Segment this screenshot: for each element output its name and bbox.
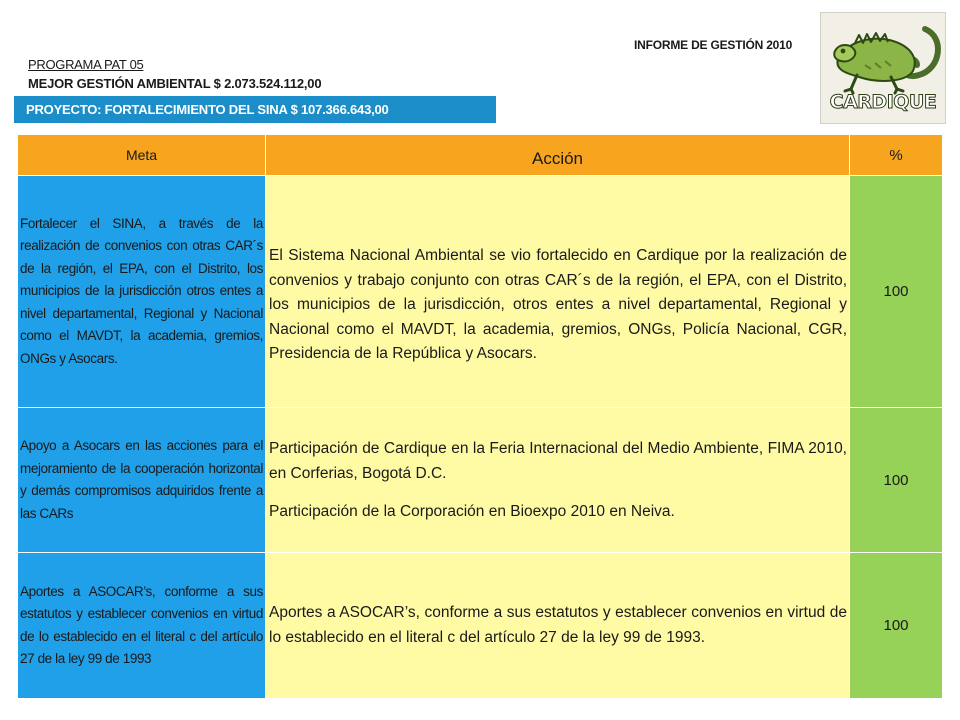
table-row <box>18 408 943 553</box>
table-row <box>18 553 943 699</box>
meta-cell: Apoyo a Asocars en las acciones para el mejoramiento de la cooperación horizontal y demás compromisos adquiridos frente a las CARs <box>18 408 266 553</box>
header-accion: Acción <box>266 135 850 176</box>
logo-text: CARDIQUE <box>829 91 937 113</box>
meta-cell: Aportes a ASOCAR’s, conforme a sus estatutos y establecer convenios en virtud de lo establecido en el literal c del artículo 27 de la ley 99 de 1993 <box>18 553 266 699</box>
accion-cell <box>266 408 850 553</box>
accion-paragraph: Aportes a ASOCAR’s, conforme a sus estatutos y establecer convenios en virtud de lo establecido en el literal c del artículo 27 de la ley 99 de 1993. <box>269 604 847 646</box>
report-title: INFORME DE GESTIÓN 2010 <box>634 38 793 52</box>
table-row <box>18 176 943 408</box>
management-line: MEJOR GESTIÓN AMBIENTAL $ 2.073.524.112,00 <box>28 76 322 91</box>
header-meta: Meta <box>18 135 266 176</box>
meta-cell: Fortalecer el SINA, a través de la realización de convenios con otras CAR´s de la región, el EPA, con el Distrito, los municipios de la jurisdicción otros entes a nivel departamental, Regional y Nacional como el MAVDT, la academia, gremios, ONGs y Asocars. <box>18 176 266 408</box>
cardique-logo <box>820 12 946 124</box>
project-banner <box>14 96 496 123</box>
table-header-row <box>18 135 943 176</box>
program-line: PROGRAMA PAT 05 <box>28 57 144 72</box>
accion-paragraph: El Sistema Nacional Ambiental se vio fortalecido en Cardique por la realización de convenios y trabajo conjunto con otras CAR´s de la región, el EPA, con el Distrito, los municipios de la jurisdicción, otros entes a nivel departamental, Regional y Nacional como el MAVDT, la academia, gremios, ONGs, Policía Nacional, CGR, Presidencia de la República y Asocars. <box>269 247 847 363</box>
accion-paragraph: Participación de la Corporación en Bioexpo 2010 en Neiva. <box>269 503 675 521</box>
percent-cell: 100 <box>850 408 943 553</box>
accion-paragraph: Participación de Cardique en la Feria Internacional del Medio Ambiente, FIMA 2010, en Corferias, Bogotá D.C. <box>269 440 847 482</box>
accion-cell <box>266 176 850 408</box>
goals-table <box>17 134 943 699</box>
percent-cell: 100 <box>850 176 943 408</box>
percent-cell: 100 <box>850 553 943 699</box>
header-percent: % <box>850 135 943 176</box>
project-banner-text: PROYECTO: FORTALECIMIENTO DEL SINA $ 107.366.643,00 <box>26 102 389 117</box>
accion-cell <box>266 553 850 699</box>
